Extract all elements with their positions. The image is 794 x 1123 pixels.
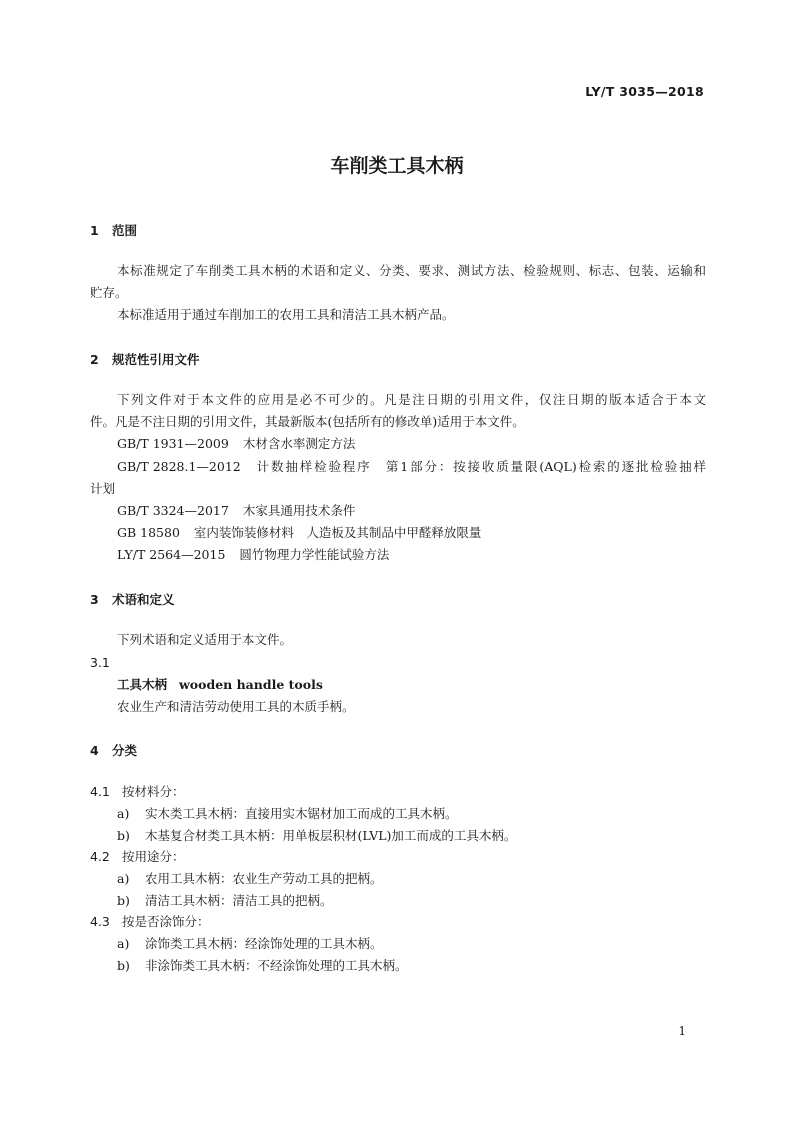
scope-paragraph-line-2: 贮存。 <box>90 285 128 300</box>
references-intro-line-2: 件。凡是不注日期的引用文件，其最新版本(包括所有的修改单)适用于本文件。 <box>90 414 525 429</box>
section-1-heading <box>90 221 137 239</box>
subclause-4-1 <box>90 784 185 800</box>
list-text: 非涂饰类工具木柄：不经涂饰处理的工具木柄。 <box>145 958 408 973</box>
term-chinese: 工具木柄 <box>117 677 168 692</box>
reference-code: GB 18580 <box>117 525 180 540</box>
subclause-4-2 <box>90 849 185 865</box>
section-number: 4 <box>90 743 99 758</box>
list-marker: b) <box>117 828 130 843</box>
list-item <box>117 806 458 822</box>
section-title: 分类 <box>112 743 138 758</box>
document-title: 车削类工具木柄 <box>330 155 464 177</box>
term-entry <box>117 677 323 693</box>
section-number: 3 <box>90 592 99 607</box>
standard-code: LY/T 3035—2018 <box>585 84 704 99</box>
list-item <box>117 871 383 887</box>
subclause-4-3 <box>90 914 210 930</box>
section-number: 2 <box>90 352 99 367</box>
list-item <box>117 958 408 974</box>
term-english: wooden handle tools <box>179 677 323 692</box>
scope-paragraph-2: 本标准适用于通过车削加工的农用工具和清洁工具木柄产品。 <box>117 307 455 322</box>
section-title: 规范性引用文件 <box>112 352 200 367</box>
reference-title: 圆竹物理力学性能试验方法 <box>239 547 390 562</box>
subclause-number: 4.2 <box>90 849 110 864</box>
list-item <box>117 936 383 952</box>
subclause-label: 按用途分： <box>122 849 185 864</box>
section-3-heading <box>90 590 175 608</box>
list-marker: a) <box>117 936 130 951</box>
reference-item <box>117 525 481 541</box>
reference-title: 木材含水率测定方法 <box>242 436 356 451</box>
reference-title: 木家具通用技术条件 <box>242 503 356 518</box>
reference-item <box>117 503 355 519</box>
list-text: 农用工具木柄：农业生产劳动工具的把柄。 <box>145 871 383 886</box>
page-number: 1 <box>678 1024 686 1038</box>
list-text: 清洁工具木柄：清洁工具的把柄。 <box>145 893 333 908</box>
list-text: 木基复合材类工具木柄：用单板层积材(LVL)加工而成的工具木柄。 <box>145 828 517 843</box>
reference-title: 计数抽样检验程序 第1部分：按接收质量限(AQL)检索的逐批检验抽样 <box>254 459 706 474</box>
list-text: 涂饰类工具木柄：经涂饰处理的工具木柄。 <box>145 936 383 951</box>
section-title: 范围 <box>112 223 138 238</box>
reference-code: GB/T 1931—2009 <box>117 436 229 451</box>
list-text: 实木类工具木柄：直接用实木锯材加工而成的工具木柄。 <box>145 806 458 821</box>
reference-continuation: 计划 <box>90 481 116 496</box>
section-number: 1 <box>90 223 99 238</box>
subclause-label: 按是否涂饰分： <box>122 914 210 929</box>
scope-paragraph-line-1: 本标准规定了车削类工具木柄的术语和定义、分类、要求、测试方法、检验规则、标志、包装、运输和 <box>117 263 706 278</box>
subclause-label: 按材料分： <box>122 784 185 799</box>
list-marker: b) <box>117 893 130 908</box>
reference-item <box>117 547 389 563</box>
list-marker: a) <box>117 871 130 886</box>
reference-item <box>117 459 706 475</box>
section-title: 术语和定义 <box>112 592 175 607</box>
list-item <box>117 893 333 909</box>
reference-code: LY/T 2564—2015 <box>117 547 226 562</box>
list-marker: b) <box>117 958 130 973</box>
reference-code: GB/T 2828.1—2012 <box>117 459 241 474</box>
subclause-number: 4.3 <box>90 914 110 929</box>
terms-intro: 下列术语和定义适用于本文件。 <box>117 632 293 647</box>
reference-code: GB/T 3324—2017 <box>117 503 229 518</box>
list-item <box>117 828 516 844</box>
term-number: 3.1 <box>90 655 110 670</box>
list-marker: a) <box>117 806 130 821</box>
references-intro-line-1: 下列文件对于本文件的应用是必不可少的。凡是注日期的引用文件，仅注日期的版本适合于本文 <box>117 392 706 407</box>
section-2-heading <box>90 350 200 368</box>
reference-title: 室内装饰装修材料 人造板及其制品中甲醛释放限量 <box>193 525 482 540</box>
section-4-heading <box>90 741 137 759</box>
subclause-number: 4.1 <box>90 784 110 799</box>
term-definition: 农业生产和清洁劳动使用工具的木质手柄。 <box>117 699 355 714</box>
reference-item <box>117 436 355 452</box>
